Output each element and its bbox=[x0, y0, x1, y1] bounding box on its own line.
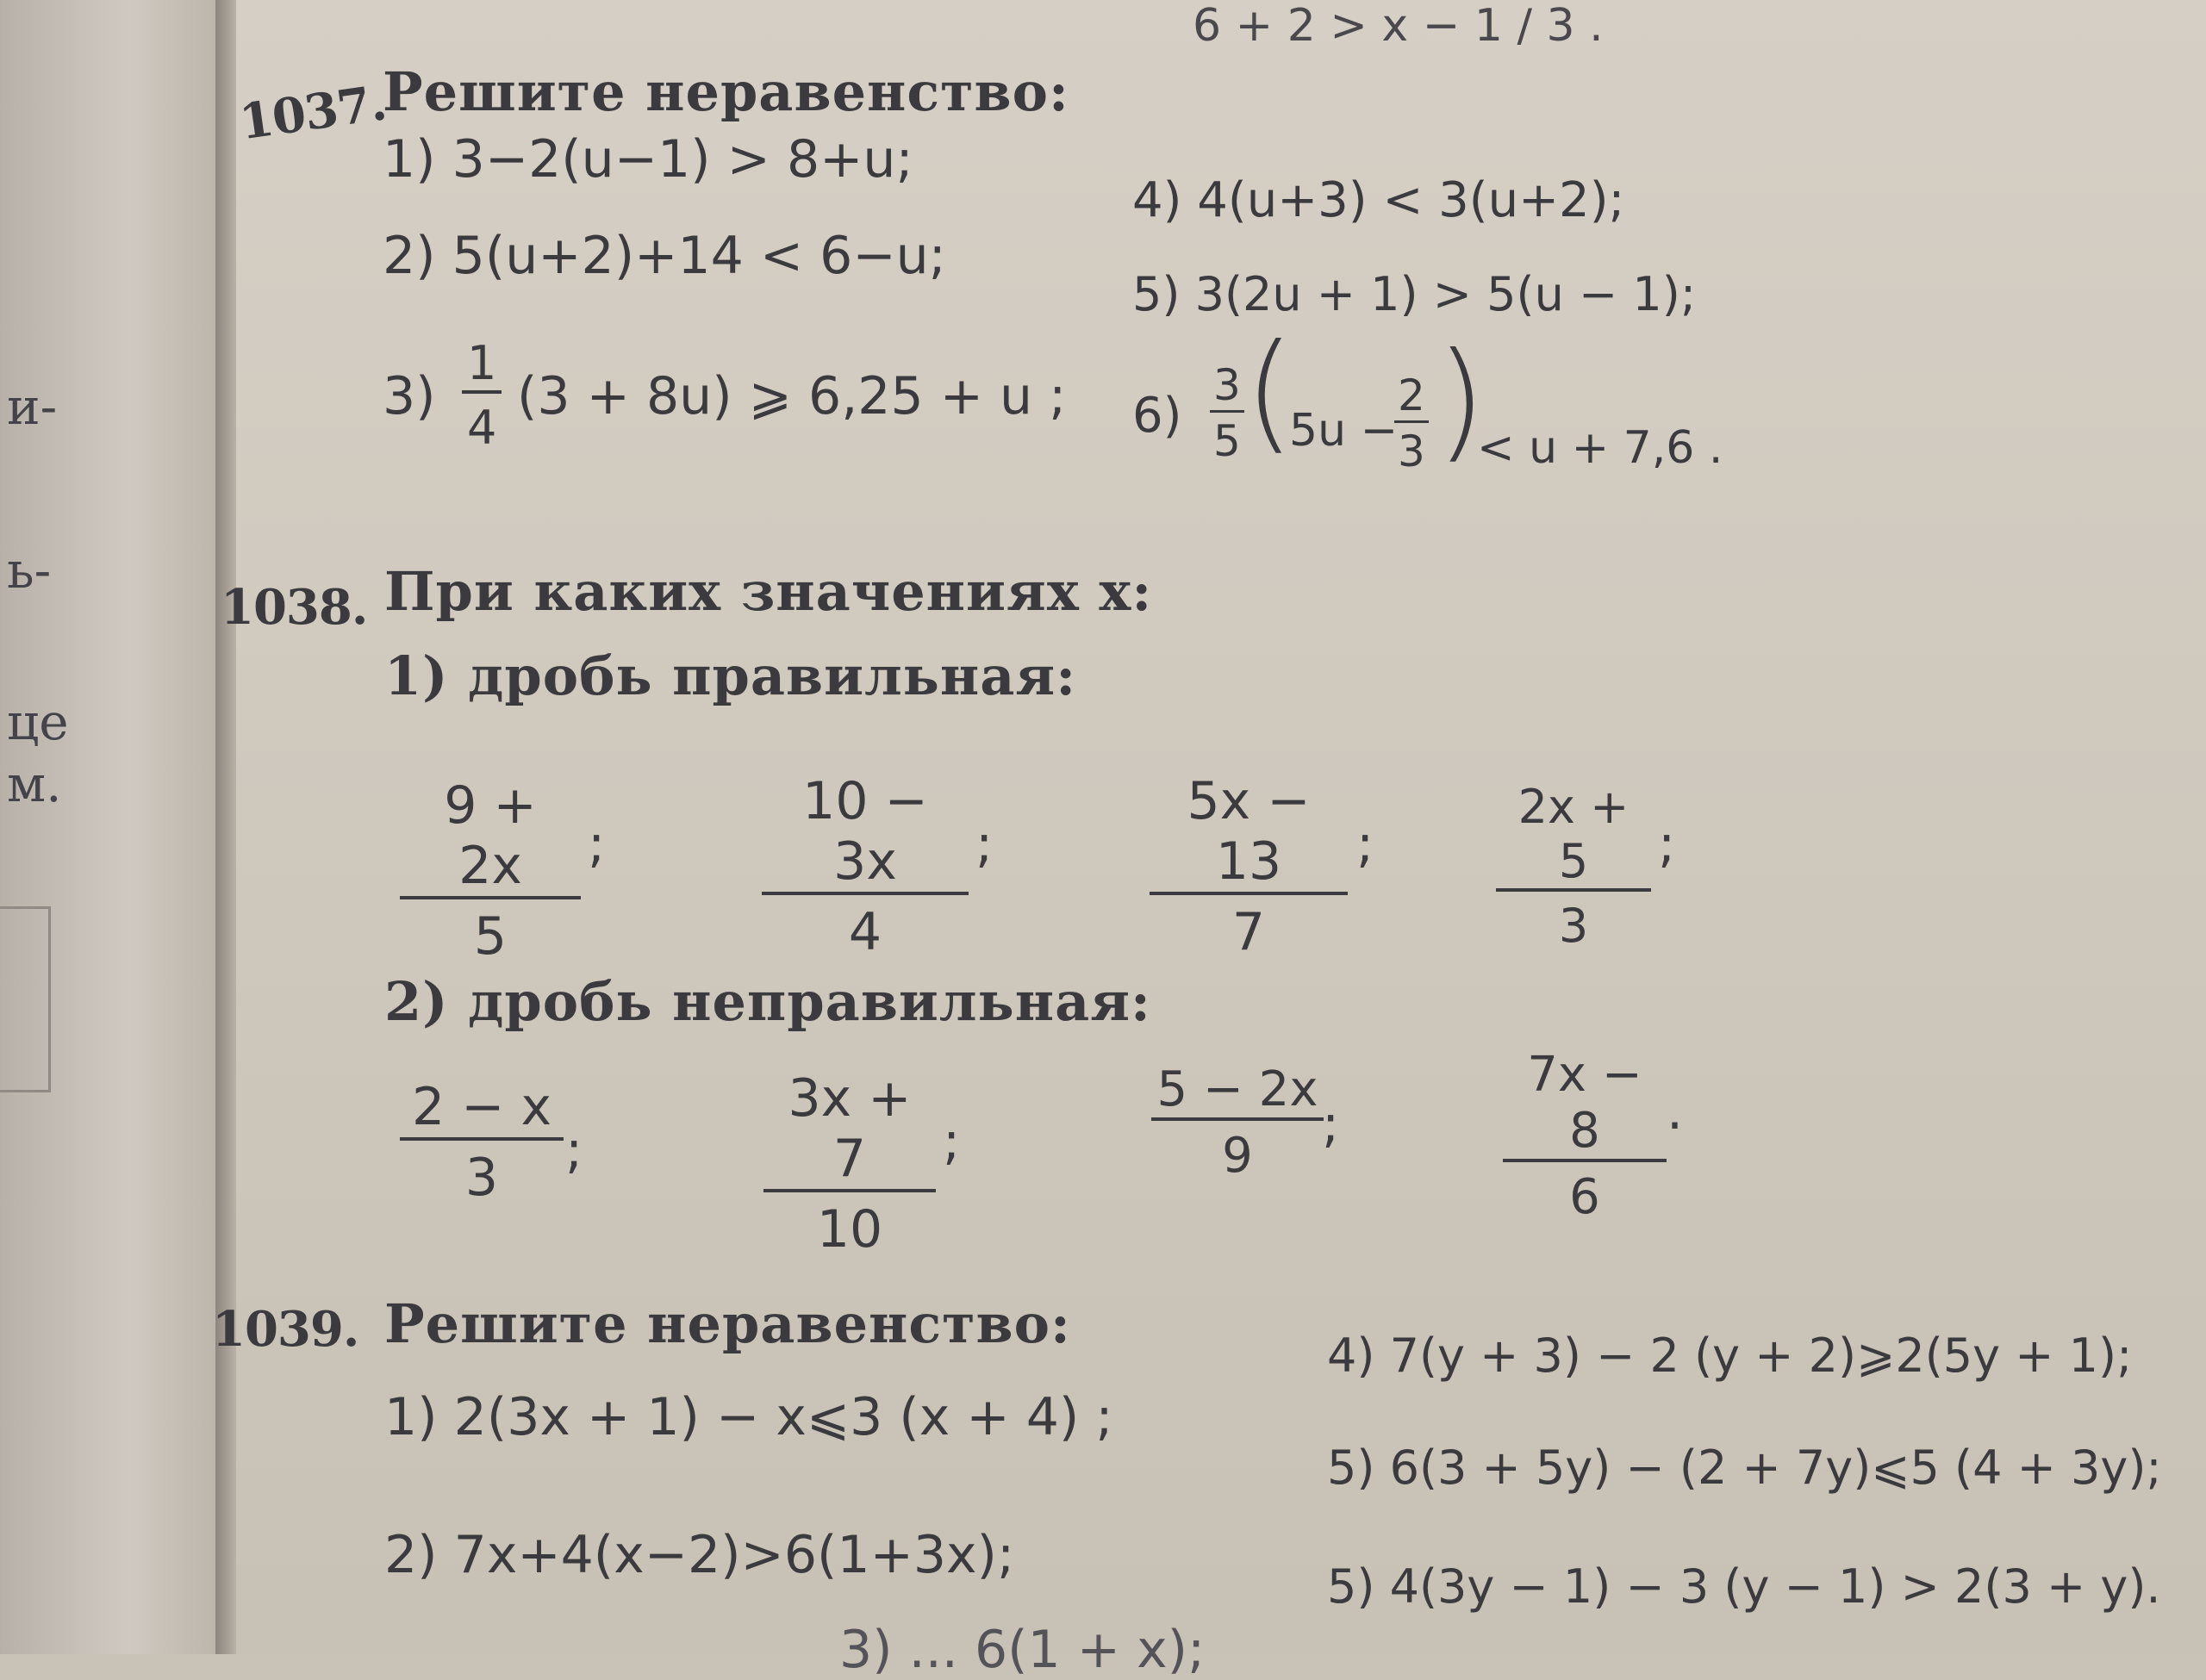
fraction-numerator: 10 − 3x bbox=[762, 771, 969, 895]
improper-fraction-4 bbox=[1503, 1047, 1667, 1225]
improper-fraction-1 bbox=[400, 1077, 564, 1208]
fraction-numerator: 3 bbox=[1210, 360, 1244, 413]
problem-1037-item-2: 2) 5(u+2)+14 < 6−u; bbox=[383, 226, 946, 286]
problem-1037-item-6-inner-fraction bbox=[1394, 370, 1429, 476]
improper-fraction-2 bbox=[763, 1068, 936, 1260]
fraction-denominator: 3 bbox=[1398, 426, 1425, 476]
right-big-paren: ) bbox=[1436, 326, 1486, 476]
left-fragment-1: и- bbox=[7, 377, 58, 436]
fraction-separator: ; bbox=[975, 814, 994, 874]
fraction-numerator: 3x + 7 bbox=[763, 1068, 936, 1192]
fraction-separator: ; bbox=[565, 1120, 583, 1180]
fraction-denominator: 3 bbox=[464, 1148, 499, 1208]
proper-fraction-1 bbox=[400, 775, 581, 967]
problem-1037-item-3-rest: (3 + 8u) ⩾ 6,25 + u ; bbox=[517, 366, 1067, 426]
problem-1039-item-4: 4) 7(y + 3) − 2 (y + 2)⩾2(5y + 1); bbox=[1327, 1328, 2133, 1383]
fraction-denominator: 4 bbox=[467, 401, 497, 455]
book-gutter bbox=[215, 0, 236, 1654]
proper-fraction-3 bbox=[1150, 771, 1348, 962]
left-big-paren: ( bbox=[1244, 317, 1295, 467]
problem-1038-part-2-label: 2) дробь неправильная: bbox=[384, 970, 1151, 1033]
fraction-denominator: 6 bbox=[1569, 1169, 1600, 1225]
problem-1037-item-3-fraction bbox=[462, 336, 502, 455]
problem-1038-number: 1038. bbox=[221, 579, 368, 636]
textbook-page bbox=[212, 0, 2206, 1680]
fraction-numerator: 1 bbox=[462, 336, 502, 394]
problem-1039-item-1: 1) 2(3x + 1) − x⩽3 (x + 4) ; bbox=[384, 1387, 1113, 1447]
problem-1039-item-5: 5) 6(3 + 5y) − (2 + 7y)⩽5 (4 + 3y); bbox=[1327, 1440, 2162, 1495]
problem-1037-number: 1037. bbox=[236, 74, 389, 152]
problem-1038-title: При каких значениях x: bbox=[384, 560, 1153, 623]
problem-1039-title: Решите неравенство: bbox=[384, 1292, 1071, 1355]
fraction-denominator: 10 bbox=[816, 1199, 883, 1260]
fraction-separator: . bbox=[1667, 1081, 1684, 1142]
fraction-numerator: 2 bbox=[1394, 370, 1429, 423]
problem-1037-title: Решите неравенство: bbox=[383, 60, 1069, 123]
problem-1037-item-3-label: 3) bbox=[383, 366, 436, 426]
fraction-denominator: 3 bbox=[1558, 899, 1589, 953]
fraction-separator: ; bbox=[943, 1111, 961, 1172]
fraction-separator: ; bbox=[1356, 814, 1374, 874]
left-page-box bbox=[0, 906, 51, 1092]
left-fragment-3: це bbox=[7, 693, 69, 751]
problem-1037-item-6-rest: < u + 7,6 . bbox=[1477, 422, 1723, 474]
problem-1039-item-2: 2) 7x+4(x−2)>6(1+3x); bbox=[384, 1525, 1015, 1585]
top-fragment: 6 + 2 > x − 1 / 3 . bbox=[1193, 0, 1604, 52]
fraction-numerator: 2 − x bbox=[400, 1077, 564, 1141]
problem-1039-item-6: 5) 4(3y − 1) − 3 (y − 1) > 2(3 + y). bbox=[1327, 1559, 2161, 1614]
fraction-numerator: 5x − 13 bbox=[1150, 771, 1348, 895]
problem-1039-number: 1039. bbox=[212, 1301, 359, 1358]
left-page-edge bbox=[0, 0, 215, 1654]
improper-fraction-3 bbox=[1151, 1061, 1324, 1184]
fraction-denominator: 5 bbox=[1213, 416, 1241, 466]
problem-1037-item-6-fraction bbox=[1210, 360, 1244, 466]
left-fragment-4: м. bbox=[7, 755, 62, 813]
fraction-denominator: 7 bbox=[1231, 902, 1266, 962]
fraction-numerator: 2x + 5 bbox=[1496, 780, 1651, 892]
proper-fraction-4 bbox=[1496, 780, 1651, 953]
fraction-denominator: 5 bbox=[473, 906, 508, 967]
fraction-separator: ; bbox=[1658, 814, 1676, 874]
fraction-numerator: 9 + 2x bbox=[400, 775, 581, 899]
fraction-denominator: 9 bbox=[1222, 1128, 1253, 1184]
fraction-numerator: 7x − 8 bbox=[1503, 1047, 1667, 1162]
fraction-numerator: 5 − 2x bbox=[1151, 1061, 1324, 1121]
problem-1037-item-6-inner: 5u − bbox=[1289, 405, 1399, 457]
left-fragment-2: ь- bbox=[7, 541, 52, 600]
fraction-denominator: 4 bbox=[848, 902, 882, 962]
problem-1037-item-4: 4) 4(u+3) < 3(u+2); bbox=[1132, 172, 1625, 228]
problem-1037-item-5: 5) 3(2u + 1) > 5(u − 1); bbox=[1132, 267, 1697, 321]
problem-1038-part-1-label: 1) дробь правильная: bbox=[384, 644, 1077, 707]
problem-1039-item-3-partial: 3) ... 6(1 + x); bbox=[839, 1620, 1206, 1680]
fraction-separator: ; bbox=[1322, 1094, 1340, 1154]
problem-1037-item-1: 1) 3−2(u−1) > 8+u; bbox=[383, 129, 913, 190]
proper-fraction-2 bbox=[762, 771, 969, 962]
problem-1037-item-6-label: 6) bbox=[1132, 388, 1182, 444]
fraction-separator: ; bbox=[588, 814, 606, 874]
